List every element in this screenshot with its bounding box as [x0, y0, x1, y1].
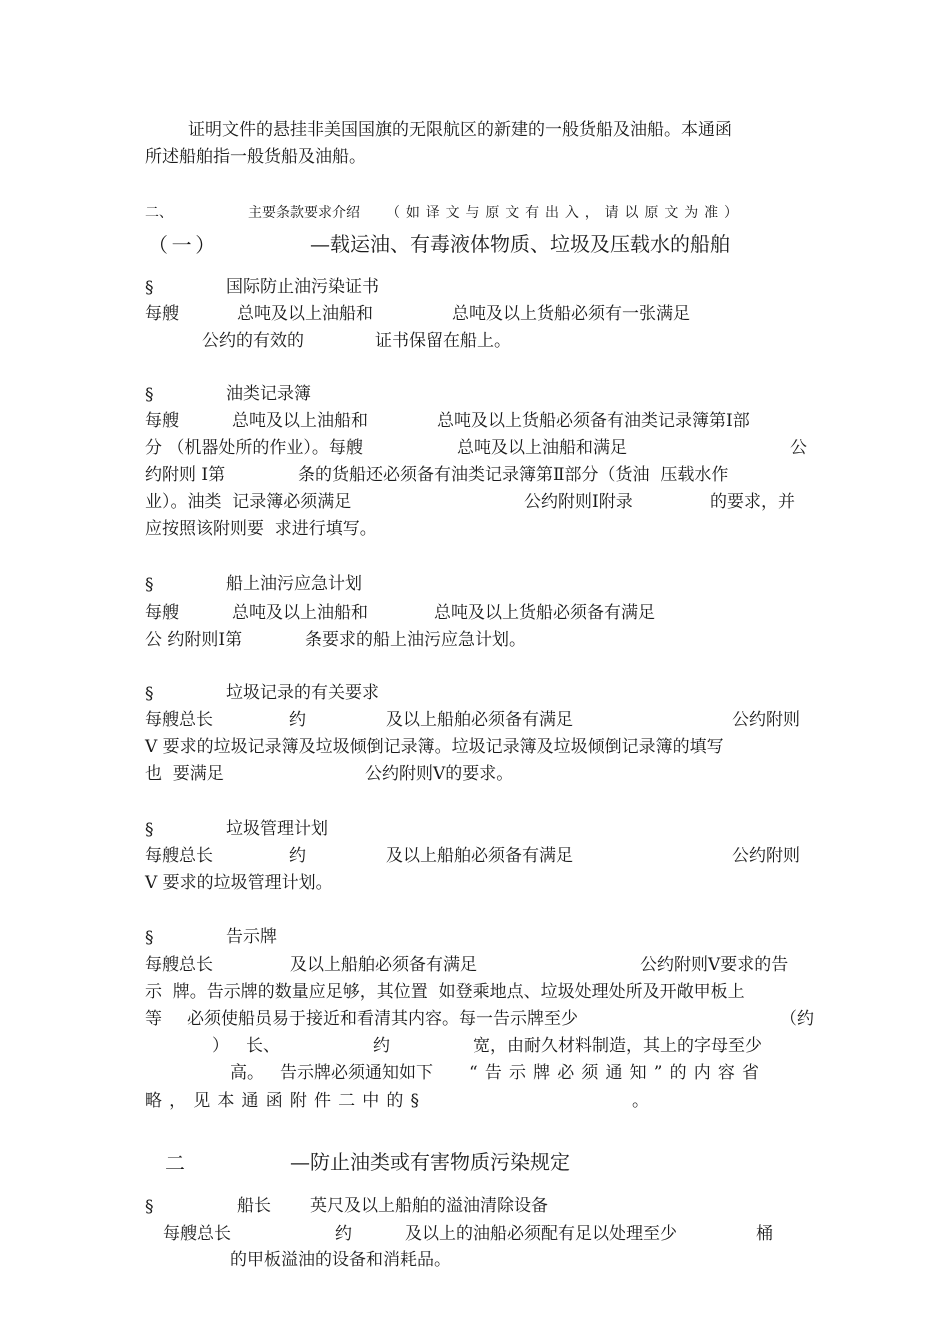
item-text: 总吨及以上货船必须备有满足 — [434, 603, 655, 623]
item-text: 公约附则Ⅰ附录 — [524, 492, 633, 512]
item-heading: 国际防止油污染证书 — [226, 277, 379, 297]
item-text: 的甲板溢油的设备和消耗品。 — [230, 1250, 451, 1270]
item-heading: 告示牌 — [226, 927, 277, 947]
item-heading: 英尺及以上船舶的溢油清除设备 — [310, 1196, 548, 1216]
item-text: 约 — [373, 1036, 390, 1056]
item-text: 告示牌必须通知如下 — [280, 1063, 433, 1083]
item-text: 总吨及以上油船和 — [237, 304, 373, 324]
item-text: 略，见本通函附件二中的§ — [145, 1091, 427, 1111]
intro-line-2: 所述船舶指一般货船及油船。 — [145, 147, 366, 167]
item-text: 公约附则Ⅴ要求的告 — [640, 955, 789, 975]
item-text: 约 — [335, 1224, 352, 1244]
item-text: 总吨及以上货船必须有一张满足 — [452, 304, 690, 324]
item-text: 总吨及以上货船必须备有油类记录簿第Ⅰ部 — [437, 411, 750, 431]
section-note: （如译文与原文有出入，请以原文为准） — [386, 205, 744, 221]
item-text: 必须使船员易于接近和看清其内容。每一告示牌至少 — [187, 1009, 578, 1029]
item-text: 每艘总长 — [145, 955, 213, 975]
item-text: 约 — [289, 846, 306, 866]
item-text: 桶 — [756, 1224, 773, 1244]
item-text: 公约附则Ⅴ的要求。 — [365, 764, 514, 784]
item-text: Ⅴ 要求的垃圾记录簿及垃圾倾倒记录簿。垃圾记录簿及垃圾倾倒记录簿的填写 — [145, 737, 724, 757]
item-text: 每艘总长 — [145, 846, 213, 866]
item-text: ） — [212, 1036, 229, 1056]
item-text: 公 — [790, 438, 807, 458]
item-heading: 船长 — [237, 1196, 271, 1216]
item-text: 总吨及以上油船和满足 — [457, 438, 627, 458]
item-text: 公 约附则Ⅰ第 — [145, 630, 243, 650]
item-text: 也 要满足 — [145, 764, 224, 784]
item-text: 应按照该附则要 求进行填写。 — [145, 519, 377, 539]
item-text: 。 — [632, 1091, 649, 1111]
item-text: 公约附则 — [732, 846, 800, 866]
intro-line-1: 证明文件的悬挂非美国国旗的无限航区的新建的一般货船及油船。本通函 — [188, 120, 732, 140]
item-text: 条要求的船上油污应急计划。 — [305, 630, 526, 650]
section-marker: § — [145, 684, 154, 704]
item-text: 每艘 — [145, 304, 179, 324]
section-marker: § — [145, 1197, 154, 1217]
item-text: 公约的有效的 — [202, 331, 304, 351]
subsection-number: （一） — [148, 233, 219, 257]
item-text: 约附则 Ⅰ第 — [145, 465, 226, 485]
section-marker: § — [145, 278, 154, 298]
subsection-title: —防止油类或有害物质污染规定 — [290, 1150, 570, 1174]
item-text: 每艘 — [145, 411, 179, 431]
item-text: 业）。油类 记录簿必须满足 — [145, 492, 352, 512]
item-text: Ⅴ 要求的垃圾管理计划。 — [145, 873, 333, 893]
item-text: 条的货船还必须备有油类记录簿第Ⅱ部分（货油 压载水作 — [298, 465, 729, 485]
item-text: 总吨及以上油船和 — [232, 603, 368, 623]
item-text: 及以上船舶必须备有满足 — [290, 955, 477, 975]
item-text: 公约附则 — [732, 710, 800, 730]
item-text: 及以上船舶必须备有满足 — [386, 846, 573, 866]
subsection-title: —载运油、有毒液体物质、垃圾及压载水的船舶 — [310, 232, 730, 256]
item-text: 的要求，并 — [710, 492, 795, 512]
item-text: 宽，由耐久材料制造，其上的字母至少 — [473, 1036, 762, 1056]
item-text: 证书保留在船上。 — [375, 331, 511, 351]
item-text: 分 （机器处所的作业）。每艘 — [145, 438, 363, 458]
item-text: 总吨及以上油船和 — [232, 411, 368, 431]
section-marker: § — [145, 385, 154, 405]
item-heading: 垃圾管理计划 — [226, 819, 328, 839]
section-title: 主要条款要求介绍 — [248, 205, 360, 221]
item-text: 等 — [145, 1009, 162, 1029]
item-text: 及以上的油船必须配有足以处理至少 — [405, 1224, 677, 1244]
item-text: “告示牌必须通知”的内容省 — [469, 1063, 767, 1083]
item-text: 每艘总长 — [145, 710, 213, 730]
item-text: 高。 — [230, 1063, 264, 1083]
item-text: 每艘 — [145, 603, 179, 623]
subsection-number: 二 — [165, 1151, 185, 1175]
item-text: 每艘总长 — [163, 1224, 231, 1244]
item-text: 及以上船舶必须备有满足 — [386, 710, 573, 730]
item-heading: 船上油污应急计划 — [226, 574, 362, 594]
item-heading: 油类记录簿 — [226, 384, 311, 404]
section-marker: § — [145, 575, 154, 595]
section-marker: § — [145, 820, 154, 840]
item-text: （约 — [780, 1009, 814, 1029]
item-heading: 垃圾记录的有关要求 — [226, 683, 379, 703]
item-text: 约 — [289, 710, 306, 730]
item-text: 示 牌。告示牌的数量应足够，其位置 如登乘地点、垃圾处理处所及开敞甲板上 — [145, 982, 745, 1002]
item-text: 长、 — [246, 1036, 280, 1056]
section-marker: § — [145, 928, 154, 948]
section-number: 二、 — [145, 205, 173, 221]
